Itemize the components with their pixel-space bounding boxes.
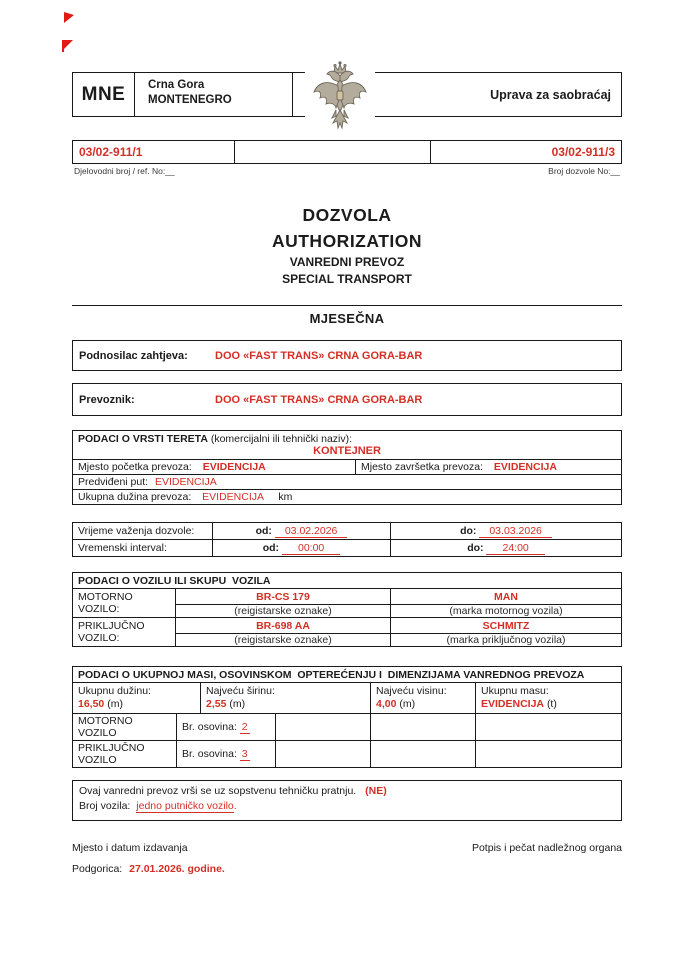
title-vanredni-prevoz: VANREDNI PREVOZ (289, 255, 405, 269)
vehicle-table (72, 572, 622, 647)
issue-place: Podgorica: (72, 863, 123, 875)
cargo-distance-cell (73, 490, 622, 505)
country-code: MNE (73, 73, 135, 116)
cargo-route-value: EVIDENCIJA (154, 476, 217, 488)
dimensions-table-header: PODACI O UKUPNOJ MASI, OSOVINSKOM OPTEREĆENJU I DIMENZIJAMA VANREDNOG PREVOZA (73, 667, 622, 683)
cargo-distance-value: EVIDENCIJA (202, 491, 264, 503)
trailer-vehicle-make: SCHMITZ (391, 618, 622, 634)
cargo-name: KONTEJNER (313, 445, 381, 457)
escort-statement: Ovaj vanredni prevoz vrši se uz sopstvenu tehničku pratnju. (79, 785, 357, 797)
ref-number-right: 03/02-911/3 (431, 141, 622, 164)
cargo-end-label: Mjesto završetka prevoza: (361, 461, 483, 473)
mass-unit: (t) (546, 698, 557, 710)
motor-vehicle-plate: BR-CS 179 (176, 589, 391, 605)
time-to-value: 24:00 (486, 542, 544, 555)
issue-date: 27.01.2026. godine. (129, 863, 225, 875)
length-cell (73, 683, 201, 714)
country-name-english: MONTENEGRO (148, 93, 232, 106)
height-value: 4,00 (376, 698, 397, 710)
empty-cell (276, 741, 371, 768)
cargo-end-cell (356, 460, 622, 475)
height-cell (371, 683, 476, 714)
mass-label: Ukupnu masu: (481, 685, 549, 697)
motor-vehicle-make: MAN (391, 589, 622, 605)
axle-motor-caption: Br. osovina: (182, 721, 237, 733)
validity-to-cell (391, 523, 622, 540)
carrier-box (72, 383, 622, 416)
length-unit: (m) (107, 698, 123, 710)
title-special-transport: SPECIAL TRANSPORT (282, 272, 412, 286)
cargo-distance-unit: km (278, 491, 293, 503)
trailer-plate-caption: (reigistarske oznake) (176, 634, 391, 647)
red-marker-icon (62, 40, 64, 52)
cargo-start-label: Mjesto početka prevoza: (78, 461, 192, 473)
time-from-value: 00:00 (282, 542, 340, 555)
axle-trailer-label: PRIKLJUČNO VOZILO (73, 741, 177, 768)
reference-table (72, 140, 622, 164)
validity-label: Vrijeme važenja dozvole: (73, 523, 213, 540)
cargo-start-value: EVIDENCIJA (202, 461, 266, 473)
issue-place-label: Mjesto i datum izdavanja (72, 842, 188, 854)
empty-cell (276, 714, 371, 741)
escort-line2 (79, 799, 615, 814)
cargo-header-bold: PODACI O VRSTI TERETA (78, 433, 208, 445)
axle-trailer-value: 3 (241, 748, 248, 760)
escort-box (72, 780, 622, 821)
width-cell (201, 683, 371, 714)
interval-label: Vremenski interval: (73, 540, 213, 557)
axle-trailer-caption: Br. osovina: (182, 748, 237, 760)
document-title (72, 202, 622, 288)
reference-captions (72, 166, 622, 176)
axle-motor-value: 2 (241, 721, 248, 733)
vehicle-table-header: PODACI O VOZILU ILI SKUPU VOZILA (73, 573, 622, 589)
cargo-route-cell (73, 475, 622, 490)
trailer-vehicle-label: PRIKLJUČNO VOZILO: (73, 618, 176, 647)
to-label: do: (467, 542, 484, 554)
width-value: 2,55 (206, 698, 227, 710)
ref-number-middle (235, 141, 431, 164)
cargo-header-cell (73, 431, 622, 460)
escort-vehicles-value: jedno putničko vozilo (136, 800, 234, 812)
trailer-make-caption: (marka priključnog vozila) (391, 634, 622, 647)
motor-vehicle-label: MOTORNO VOZILO: (73, 589, 176, 618)
cargo-header-normal: (komercijalni ili tehnički naziv): (207, 433, 353, 445)
issue-date-line (72, 863, 622, 875)
empty-cell (476, 714, 622, 741)
dimensions-table (72, 666, 622, 768)
height-label: Najveću visinu: (376, 685, 447, 697)
empty-cell (371, 741, 476, 768)
date-from-value: 03.02.2026 (275, 525, 348, 538)
trailer-vehicle-plate: BR-698 AA (176, 618, 391, 634)
motor-make-caption: (marka motornog vozila) (391, 605, 622, 618)
interval-to-cell (391, 540, 622, 557)
title-authorization: AUTHORIZATION (271, 231, 423, 251)
applicant-label: Podnosilac zahtjeva: (79, 349, 188, 362)
ref-caption-left: Djelovodni broj / ref. No:__ (74, 166, 175, 176)
cargo-distance-label: Ukupna dužina prevoza: (78, 491, 192, 503)
escort-answer: (NE) (365, 785, 387, 797)
axle-motor-cell (177, 714, 276, 741)
empty-cell (476, 741, 622, 768)
carrier-label: Prevoznik: (79, 393, 135, 406)
carrier-value: DOO «FAST TRANS» CRNA GORA-BAR (215, 393, 423, 406)
ref-caption-right: Broj dozvole No:__ (548, 166, 620, 176)
height-unit: (m) (399, 698, 416, 710)
applicant-box (72, 340, 622, 371)
issuing-authority: Uprava za saobraćaj (490, 87, 611, 102)
mass-value: EVIDENCIJA (481, 698, 545, 710)
date-to-value: 03.03.2026 (479, 525, 552, 538)
width-unit: (m) (229, 698, 246, 710)
validity-from-cell (213, 523, 391, 540)
validity-table (72, 522, 622, 557)
length-label: Ukupnu dužinu: (78, 685, 151, 697)
cargo-table (72, 430, 622, 505)
cargo-start-cell (73, 460, 356, 475)
escort-vehicles-suffix: . (233, 800, 237, 812)
width-label: Najveću širinu: (206, 685, 275, 697)
divider-line (72, 305, 622, 306)
from-label: od: (255, 525, 272, 537)
signature-label: Potpis i pečat nadležnog organa (471, 842, 622, 854)
country-name-local: Crna Gora (148, 79, 205, 91)
interval-from-cell (213, 540, 391, 557)
from-label: od: (262, 542, 280, 554)
title-dozvola: DOZVOLA (302, 205, 392, 225)
axle-motor-label: MOTORNO VOZILO (73, 714, 177, 741)
coat-of-arms-icon (305, 60, 375, 136)
to-label: do: (460, 525, 477, 537)
country-name (135, 73, 293, 116)
permit-period: MJESEČNA (309, 311, 385, 326)
escort-line1 (79, 784, 615, 799)
document-header (72, 72, 622, 117)
escort-vehicles-label: Broj vozila: (79, 800, 131, 812)
ref-number-left: 03/02-911/1 (73, 141, 235, 164)
footer-labels (72, 842, 622, 854)
motor-plate-caption: (reigistarske oznake) (176, 605, 391, 618)
applicant-value: DOO «FAST TRANS» CRNA GORA-BAR (215, 349, 423, 362)
cargo-end-value: EVIDENCIJA (493, 461, 557, 473)
length-value: 16,50 (78, 698, 105, 710)
empty-cell (371, 714, 476, 741)
mass-cell (476, 683, 622, 714)
cargo-route-label: Predviđeni put: (78, 476, 149, 488)
axle-trailer-cell (177, 741, 276, 768)
